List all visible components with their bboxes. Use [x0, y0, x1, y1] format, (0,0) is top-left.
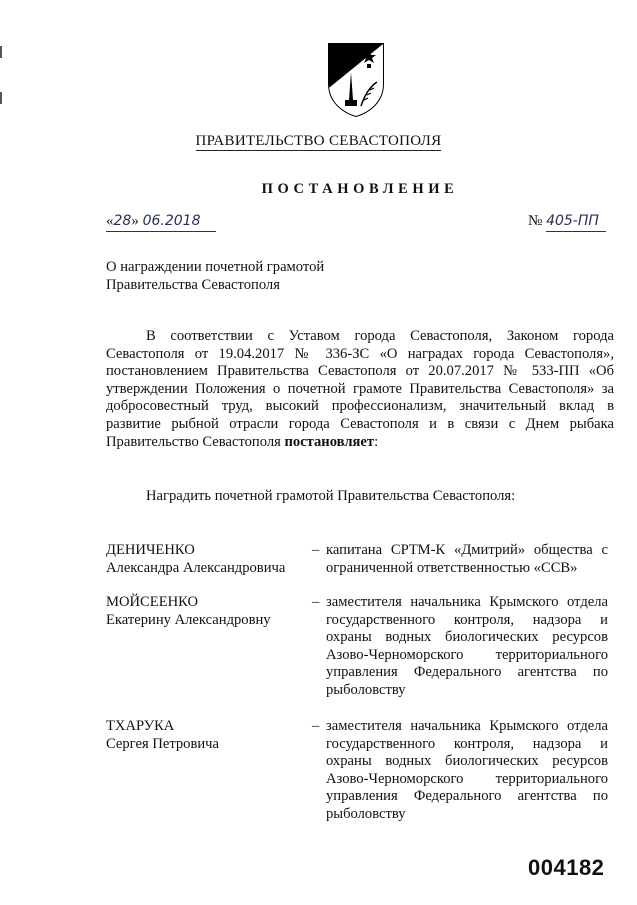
document-subject: О награждении почетной грамотой Правительства Севастополя — [106, 259, 325, 293]
awardee-position: капитана СРТМ-К «Дмитрий» общества с ограниченной ответственностью «ССВ» — [326, 542, 608, 576]
scan-edge-mark — [0, 92, 2, 104]
award-intro: Наградить почетной грамотой Правительства Севастополя: — [146, 488, 516, 504]
number-underline — [546, 231, 606, 232]
number-value: 405-ПП — [546, 213, 599, 229]
awardee-name: ДЕНИЧЕНКО Александра Александровича — [106, 542, 286, 576]
awardee-position: заместителя начальника Крымского отдела государственного контроля, надзора и охраны водных биологических ресурсов Азово-Черноморского территориального управления Федерального агентства по рыболовству — [326, 594, 608, 698]
preamble-paragraph: В соответствии с Уставом города Севастополя, Законом города Севастополя от 19.04.2017 № 336-ЗС «О наградах города Севастополя», постановлением Правительства Севастополя от 20.07.2017 № 533-ПП «Об утверждении Положения о почетной грамоте Правительства Севастополя» за добросовестный труд, высокий профессионализм, значительный вклад в развитие рыбной отрасли города Севастополя и в связи с Днем рыбака Правительство Севастополя постановляет: — [106, 328, 614, 450]
form-serial-number: 004182 — [528, 855, 605, 880]
awardee-name: МОЙСЕЕНКО Екатерину Александровну — [106, 594, 271, 628]
awardee-position: заместителя начальника Крымского отдела государственного контроля, надзора и охраны водных биологических ресурсов Азово-Черноморского территориального управления Федерального агентства по рыболовству — [326, 718, 608, 822]
sevastopol-coat-of-arms-icon — [325, 42, 387, 118]
list-dash: – — [312, 594, 320, 610]
date-underline — [106, 231, 216, 232]
list-dash: – — [312, 718, 320, 734]
date-month-year: 06.2018 — [142, 213, 201, 229]
government-name: ПРАВИТЕЛЬСТВО СЕВАСТОПОЛЯ — [195, 133, 442, 149]
list-dash: – — [312, 542, 320, 558]
date-day: 28 — [113, 213, 132, 229]
document-type-title: ПОСТАНОВЛЕНИЕ — [261, 181, 459, 197]
decree-verb: постановляет — [284, 433, 375, 450]
document-date: «28» 06.2018 — [106, 213, 201, 229]
document-number: № 405-ПП — [528, 213, 599, 229]
scan-edge-mark — [0, 46, 2, 58]
awardee-name: ТХАРУКА Сергея Петровича — [106, 718, 220, 752]
